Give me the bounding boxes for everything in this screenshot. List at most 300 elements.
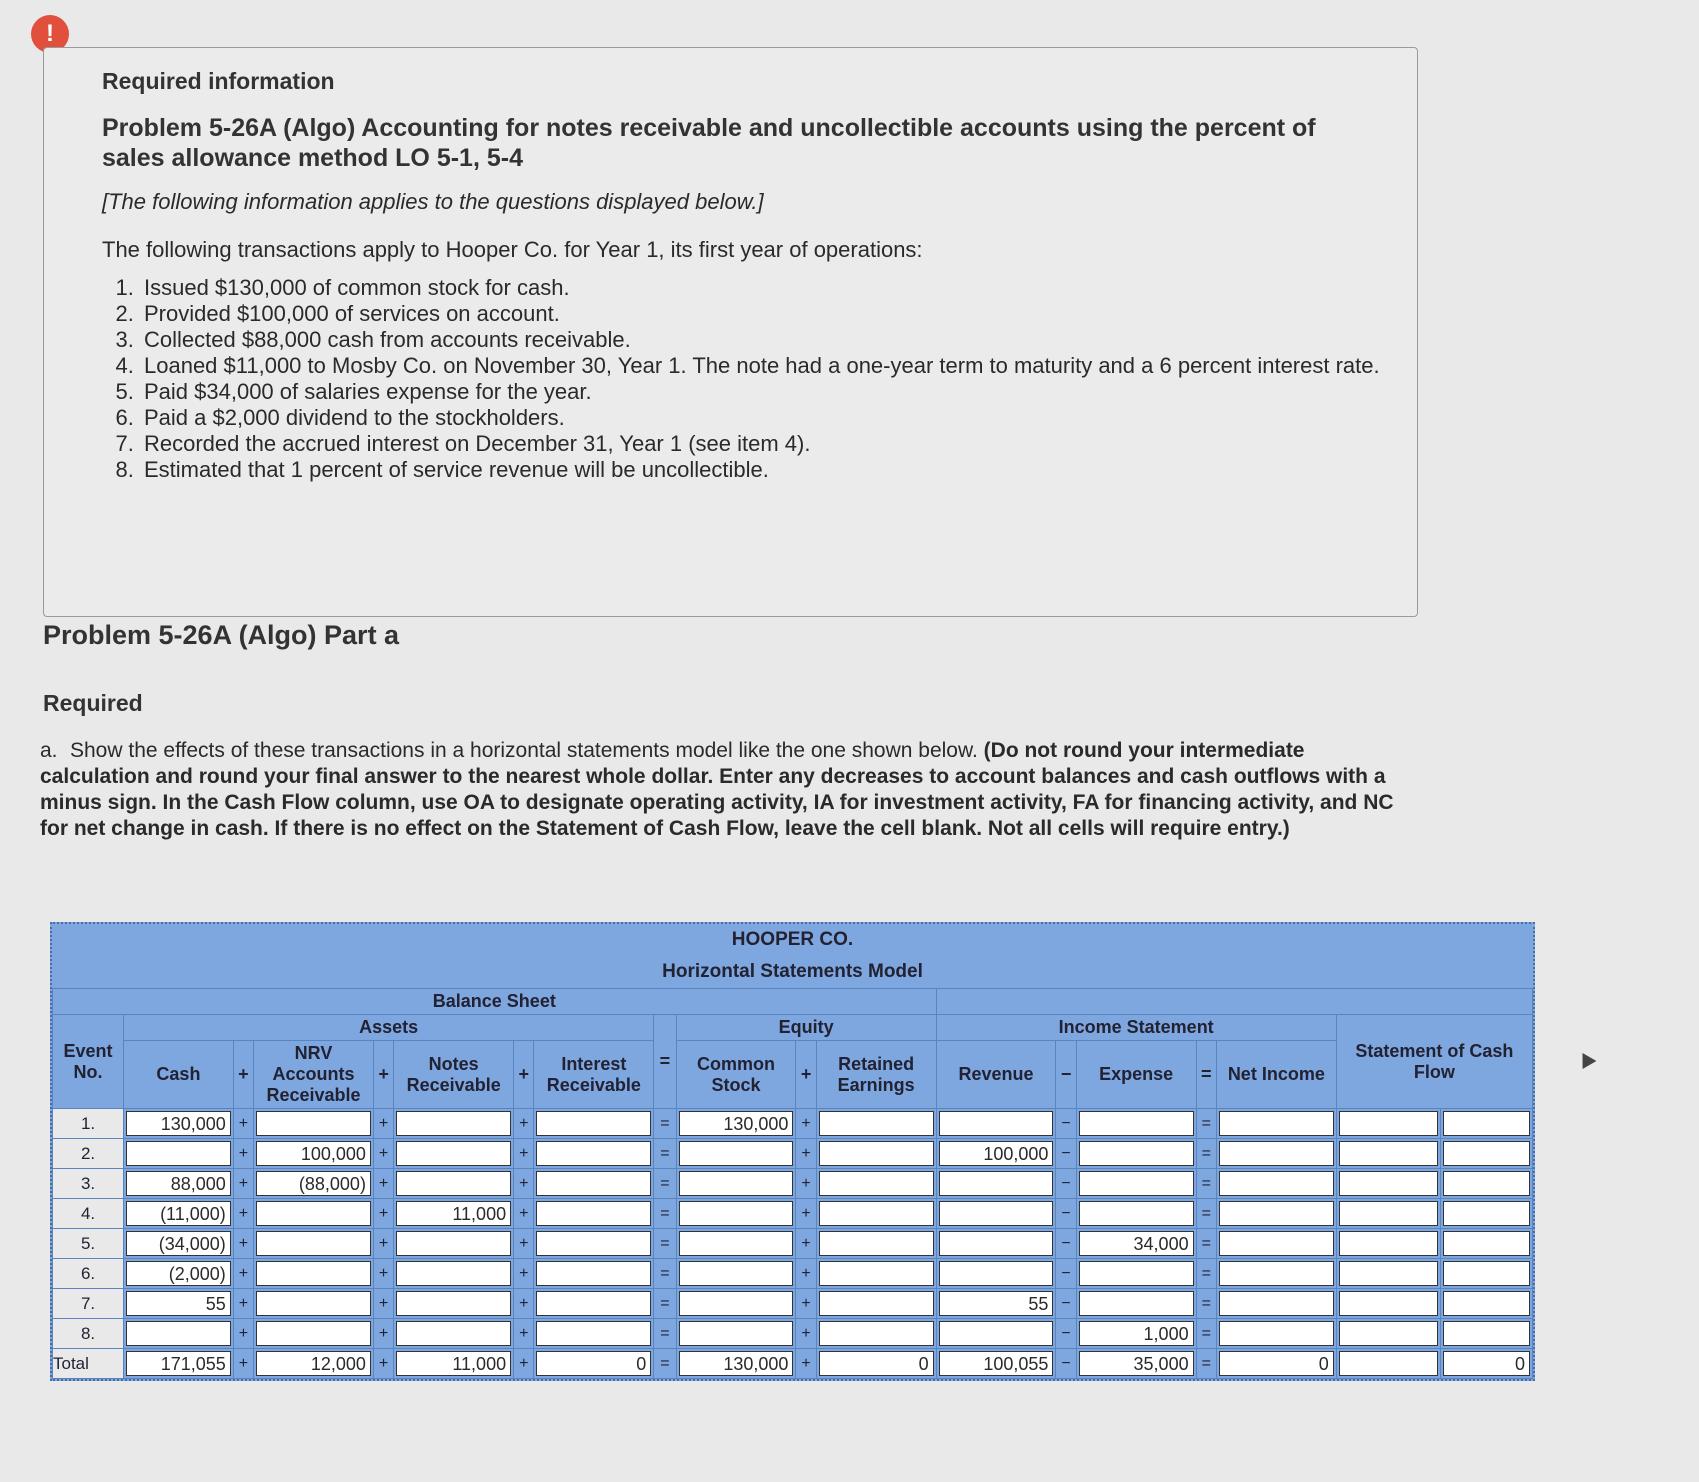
cf1-cell: [1336, 1319, 1441, 1349]
minus-op: −: [1056, 1319, 1076, 1349]
table-row: [53, 1169, 1533, 1199]
common-cell: [676, 1139, 796, 1169]
table-row: [53, 1349, 1533, 1379]
plus-op: +: [514, 1319, 534, 1349]
plus-op: +: [233, 1289, 253, 1319]
common-cell: [676, 1259, 796, 1289]
retained-cell: [816, 1139, 936, 1169]
plus-op: +: [514, 1349, 534, 1379]
table-row: [53, 1229, 1533, 1259]
company-name: HOOPER CO.: [731, 929, 854, 950]
interest-input[interactable]: [536, 1321, 651, 1346]
interest-input[interactable]: [536, 1291, 651, 1316]
nrv-input[interactable]: [256, 1111, 371, 1136]
equals-op: =: [654, 1319, 676, 1349]
required-label: Required: [43, 690, 143, 716]
interest-header: Interest Receivable: [534, 1041, 654, 1109]
cf2-input[interactable]: [1443, 1261, 1530, 1286]
cash-cell: [124, 1259, 234, 1289]
minus-op: −: [1056, 1229, 1076, 1259]
plus-op: +: [514, 1229, 534, 1259]
notes-cell: [394, 1169, 514, 1199]
cash-cell: [124, 1139, 234, 1169]
equals-op: =: [654, 1139, 676, 1169]
interest-cell: [534, 1169, 654, 1199]
plus-op: +: [373, 1229, 393, 1259]
common-cell: [676, 1199, 796, 1229]
nrv-input[interactable]: [256, 1201, 371, 1226]
equals-op: =: [654, 1259, 676, 1289]
plus-op: +: [233, 1041, 253, 1109]
transaction-item: 3. Collected $88,000 cash from accounts receivable.: [140, 327, 1382, 353]
net-income-input[interactable]: [1219, 1141, 1334, 1166]
interest-cell: [534, 1319, 654, 1349]
nrv-cell: [254, 1109, 374, 1139]
instruction-text: Show the effects of these transactions in a horizontal statements model like the one shown below.: [70, 739, 984, 762]
equals-op: =: [654, 1015, 676, 1109]
equals-op: =: [1196, 1349, 1216, 1379]
common-input[interactable]: [679, 1171, 794, 1196]
retained-input[interactable]: [819, 1321, 934, 1346]
plus-op: +: [373, 1319, 393, 1349]
revenue-cell: [936, 1199, 1056, 1229]
event-number: 1.: [53, 1109, 124, 1139]
cf1-cell: [1336, 1199, 1441, 1229]
interest-cell: [534, 1259, 654, 1289]
notes-input[interactable]: 11,000: [396, 1351, 511, 1376]
common-input[interactable]: 130,000: [679, 1351, 794, 1376]
interest-cell: [534, 1289, 654, 1319]
mouse-cursor-icon: [1576, 1049, 1597, 1069]
nrv-input[interactable]: [256, 1321, 371, 1346]
expense-cell: [1076, 1109, 1196, 1139]
expense-input[interactable]: 35,000: [1079, 1351, 1194, 1376]
common-input[interactable]: [679, 1231, 794, 1256]
minus-op: −: [1056, 1259, 1076, 1289]
retained-input[interactable]: [819, 1111, 934, 1136]
retained-input[interactable]: [819, 1261, 934, 1286]
nrv-input[interactable]: (88,000): [256, 1171, 371, 1196]
cf1-cell: [1336, 1229, 1441, 1259]
notes-input[interactable]: [396, 1231, 511, 1256]
plus-op: +: [373, 1139, 393, 1169]
common-cell: [676, 1349, 796, 1379]
plus-op: +: [796, 1229, 816, 1259]
net_income-cell: [1216, 1109, 1336, 1139]
common-input[interactable]: [679, 1201, 794, 1226]
cash-flow-header: Statement of Cash Flow: [1336, 1015, 1532, 1109]
table-row: [53, 1319, 1533, 1349]
cf2-input[interactable]: 0: [1443, 1351, 1530, 1376]
cf2-input[interactable]: [1443, 1111, 1530, 1136]
transaction-item: 7. Recorded the accrued interest on December 31, Year 1 (see item 4).: [140, 431, 1382, 457]
assets-header: Assets: [124, 1015, 654, 1041]
common-cell: [676, 1169, 796, 1199]
revenue-cell: [936, 1139, 1056, 1169]
net_income-cell: [1216, 1229, 1336, 1259]
cf2-input[interactable]: [1443, 1291, 1530, 1316]
cf2-cell: [1441, 1169, 1533, 1199]
retained-cell: [816, 1319, 936, 1349]
event-number: 3.: [53, 1169, 124, 1199]
equals-op: =: [1196, 1229, 1216, 1259]
net_income-cell: [1216, 1139, 1336, 1169]
cf2-input[interactable]: [1443, 1231, 1530, 1256]
equals-op: =: [654, 1199, 676, 1229]
nrv-cell: [254, 1139, 374, 1169]
interest-input[interactable]: [536, 1261, 651, 1286]
net-income-input[interactable]: 0: [1219, 1351, 1334, 1376]
revenue-input[interactable]: [939, 1171, 1054, 1196]
cf1-input[interactable]: [1339, 1291, 1439, 1316]
minus-op: −: [1056, 1289, 1076, 1319]
table-row: [53, 1259, 1533, 1289]
equals-op: =: [1196, 1041, 1216, 1109]
expense-input[interactable]: [1079, 1141, 1194, 1166]
plus-op: +: [514, 1259, 534, 1289]
event-number: 4.: [53, 1199, 124, 1229]
plus-op: +: [373, 1041, 393, 1109]
retained-cell: [816, 1259, 936, 1289]
net_income-cell: [1216, 1349, 1336, 1379]
interest-input[interactable]: [536, 1111, 651, 1136]
plus-op: +: [514, 1139, 534, 1169]
equals-op: =: [1196, 1319, 1216, 1349]
plus-op: +: [233, 1229, 253, 1259]
common-input[interactable]: [679, 1261, 794, 1286]
interest-input[interactable]: [536, 1141, 651, 1166]
revenue-cell: [936, 1109, 1056, 1139]
nrv-input[interactable]: 100,000: [256, 1141, 371, 1166]
revenue-header: Revenue: [936, 1041, 1056, 1109]
notes-input[interactable]: [396, 1111, 511, 1136]
equals-op: =: [1196, 1169, 1216, 1199]
info-note: [The following information applies to the questions displayed below.]: [102, 189, 764, 214]
retained-input[interactable]: [819, 1201, 934, 1226]
net-income-input[interactable]: [1219, 1111, 1334, 1136]
revenue-input[interactable]: 100,000: [939, 1141, 1054, 1166]
expense-input[interactable]: [1079, 1201, 1194, 1226]
net-income-input[interactable]: [1219, 1231, 1334, 1256]
transaction-item: 2. Provided $100,000 of services on account.: [140, 301, 1382, 327]
net-income-header: Net Income: [1216, 1041, 1336, 1109]
statements-table: [52, 988, 1533, 1379]
retained-input[interactable]: [819, 1291, 934, 1316]
cf1-input[interactable]: [1339, 1261, 1439, 1286]
part-title: Problem 5-26A (Algo) Part a: [43, 620, 400, 650]
common-input[interactable]: [679, 1321, 794, 1346]
event-number: Total: [53, 1349, 124, 1379]
event-number: 2.: [53, 1139, 124, 1169]
interest-input[interactable]: [536, 1201, 651, 1226]
cf1-input[interactable]: [1339, 1231, 1439, 1256]
interest-cell: [534, 1139, 654, 1169]
plus-op: +: [796, 1319, 816, 1349]
retained-input[interactable]: [819, 1231, 934, 1256]
equals-op: =: [1196, 1289, 1216, 1319]
expense-input[interactable]: [1079, 1111, 1194, 1136]
common-cell: [676, 1319, 796, 1349]
plus-op: +: [796, 1199, 816, 1229]
expense-header: Expense: [1076, 1041, 1196, 1109]
notes-input[interactable]: [396, 1171, 511, 1196]
nrv-cell: [254, 1169, 374, 1199]
plus-op: +: [233, 1169, 253, 1199]
revenue-input[interactable]: [939, 1231, 1054, 1256]
plus-op: +: [514, 1199, 534, 1229]
equals-op: =: [654, 1229, 676, 1259]
expense-cell: [1076, 1199, 1196, 1229]
cf2-cell: [1441, 1349, 1533, 1379]
table-row: [53, 1289, 1533, 1319]
cf1-cell: [1336, 1349, 1441, 1379]
common-cell: [676, 1289, 796, 1319]
revenue-input[interactable]: 100,055: [939, 1351, 1054, 1376]
expense-input[interactable]: [1079, 1171, 1194, 1196]
plus-op: +: [233, 1139, 253, 1169]
nrv-cell: [254, 1229, 374, 1259]
notes-input[interactable]: 11,000: [396, 1201, 511, 1226]
revenue-input[interactable]: [939, 1111, 1054, 1136]
equals-op: =: [1196, 1139, 1216, 1169]
common-cell: [676, 1109, 796, 1139]
alert-icon: !: [31, 15, 69, 53]
interest-cell: [534, 1109, 654, 1139]
net-income-input[interactable]: [1219, 1321, 1334, 1346]
cash-input[interactable]: 130,000: [126, 1111, 231, 1136]
nrv-cell: [254, 1199, 374, 1229]
cash-cell: [124, 1319, 234, 1349]
revenue-input[interactable]: [939, 1321, 1054, 1346]
retained-cell: [816, 1289, 936, 1319]
cf2-cell: [1441, 1229, 1533, 1259]
table-row: [53, 1199, 1533, 1229]
plus-op: +: [233, 1349, 253, 1379]
cf2-input[interactable]: [1443, 1321, 1530, 1346]
cf1-input[interactable]: [1339, 1201, 1439, 1226]
net_income-cell: [1216, 1289, 1336, 1319]
cash-input[interactable]: 171,055: [126, 1351, 231, 1376]
plus-op: +: [796, 1289, 816, 1319]
nrv-cell: [254, 1259, 374, 1289]
balance-sheet-header: Balance Sheet: [53, 989, 937, 1015]
retained-cell: [816, 1109, 936, 1139]
expense-input[interactable]: 1,000: [1079, 1321, 1194, 1346]
cash-input[interactable]: (2,000): [126, 1261, 231, 1286]
notes-cell: [394, 1319, 514, 1349]
net_income-cell: [1216, 1319, 1336, 1349]
instruction-bold-text: (Do not round your intermediate calculation and round your final answer to the nearest whole dollar. Enter any decreases to account balances and cash outflows with a minus sign. In the Cash Flow column, use OA to designate operating activity, IA for investment activity, FA for financing activity, and NC for net change in cash. If there is no effect on the Statement of Cash Flow, leave the cell blank. Not all cells will require entry.): [40, 739, 1394, 840]
blank-header: [936, 989, 1532, 1015]
common-input[interactable]: 130,000: [679, 1111, 794, 1136]
retained-earnings-header: Retained Earnings: [816, 1041, 936, 1109]
expense-input[interactable]: [1079, 1261, 1194, 1286]
plus-op: +: [233, 1319, 253, 1349]
notes-cell: [394, 1229, 514, 1259]
cash-input[interactable]: [126, 1141, 231, 1166]
equals-op: =: [1196, 1109, 1216, 1139]
interest-cell: [534, 1199, 654, 1229]
transaction-item: 4. Loaned $11,000 to Mosby Co. on November 30, Year 1. The note had a one-year term to maturity and a 6 percent interest rate.: [140, 353, 1382, 379]
minus-op: −: [1056, 1199, 1076, 1229]
cf1-cell: [1336, 1289, 1441, 1319]
notes-cell: [394, 1349, 514, 1379]
nrv-header: NRV Accounts Receivable: [254, 1041, 374, 1109]
plus-op: +: [796, 1109, 816, 1139]
revenue-input[interactable]: [939, 1201, 1054, 1226]
nrv-cell: [254, 1349, 374, 1379]
net-income-input[interactable]: [1219, 1201, 1334, 1226]
retained-input[interactable]: [819, 1141, 934, 1166]
cash-cell: [124, 1109, 234, 1139]
cash-cell: [124, 1289, 234, 1319]
cash-input[interactable]: 88,000: [126, 1171, 231, 1196]
net-income-input[interactable]: [1219, 1261, 1334, 1286]
notes-input[interactable]: [396, 1141, 511, 1166]
cf1-input[interactable]: [1339, 1351, 1439, 1376]
horizontal-statements-model: [50, 922, 1535, 1381]
net-income-input[interactable]: [1219, 1171, 1334, 1196]
retained-input[interactable]: 0: [819, 1351, 934, 1376]
retained-cell: [816, 1169, 936, 1199]
nrv-input[interactable]: 12,000: [256, 1351, 371, 1376]
required-information-heading: Required information: [102, 68, 335, 94]
retained-cell: [816, 1229, 936, 1259]
event-number: 6.: [53, 1259, 124, 1289]
plus-op: +: [796, 1041, 816, 1109]
cash-header: Cash: [124, 1041, 234, 1109]
cf1-input[interactable]: [1339, 1171, 1439, 1196]
common-input[interactable]: [679, 1141, 794, 1166]
plus-op: +: [514, 1109, 534, 1139]
event-number: 7.: [53, 1289, 124, 1319]
nrv-input[interactable]: [256, 1291, 371, 1316]
revenue-cell: [936, 1349, 1056, 1379]
nrv-cell: [254, 1319, 374, 1349]
minus-op: −: [1056, 1139, 1076, 1169]
cf2-input[interactable]: [1443, 1201, 1530, 1226]
equals-op: =: [654, 1109, 676, 1139]
cf1-input[interactable]: [1339, 1321, 1439, 1346]
cash-input[interactable]: (34,000): [126, 1231, 231, 1256]
plus-op: +: [373, 1349, 393, 1379]
net_income-cell: [1216, 1169, 1336, 1199]
cf1-input[interactable]: [1339, 1141, 1439, 1166]
notes-cell: [394, 1109, 514, 1139]
cf2-cell: [1441, 1259, 1533, 1289]
cash-input[interactable]: 55: [126, 1291, 231, 1316]
cf1-cell: [1336, 1169, 1441, 1199]
revenue-cell: [936, 1229, 1056, 1259]
net-income-input[interactable]: [1219, 1291, 1334, 1316]
expense-cell: [1076, 1319, 1196, 1349]
income-statement-header: Income Statement: [936, 1015, 1336, 1041]
cf1-cell: [1336, 1139, 1441, 1169]
cf2-cell: [1441, 1199, 1533, 1229]
notes-cell: [394, 1199, 514, 1229]
expense-cell: [1076, 1169, 1196, 1199]
interest-input[interactable]: [536, 1171, 651, 1196]
equals-op: =: [1196, 1199, 1216, 1229]
cash-cell: [124, 1199, 234, 1229]
expense-cell: [1076, 1349, 1196, 1379]
expense-cell: [1076, 1229, 1196, 1259]
plus-op: +: [796, 1169, 816, 1199]
plus-op: +: [796, 1259, 816, 1289]
cf1-input[interactable]: [1339, 1111, 1439, 1136]
interest-input[interactable]: 0: [536, 1351, 651, 1376]
cf1-cell: [1336, 1109, 1441, 1139]
problem-title: Problem 5-26A (Algo) Accounting for notes receivable and uncollectible accounts using the percent of sales allowance method LO 5-1, 5-4: [102, 114, 1316, 172]
retained-input[interactable]: [819, 1171, 934, 1196]
equals-op: =: [654, 1349, 676, 1379]
plus-op: +: [514, 1169, 534, 1199]
minus-op: −: [1056, 1169, 1076, 1199]
table-row: [53, 1139, 1533, 1169]
nrv-input[interactable]: [256, 1231, 371, 1256]
expense-input[interactable]: [1079, 1291, 1194, 1316]
minus-op: −: [1056, 1041, 1076, 1109]
notes-input[interactable]: [396, 1261, 511, 1286]
common-stock-header: Common Stock: [676, 1041, 796, 1109]
expense-cell: [1076, 1139, 1196, 1169]
revenue-input[interactable]: 55: [939, 1291, 1054, 1316]
cf2-cell: [1441, 1139, 1533, 1169]
plus-op: +: [373, 1169, 393, 1199]
cf2-input[interactable]: [1443, 1141, 1530, 1166]
notes-input[interactable]: [396, 1291, 511, 1316]
cash-input[interactable]: (11,000): [126, 1201, 231, 1226]
transaction-item: 6. Paid a $2,000 dividend to the stockholders.: [140, 405, 1382, 431]
interest-input[interactable]: [536, 1231, 651, 1256]
transaction-list: [102, 275, 1382, 483]
instruction-label: a.: [40, 739, 58, 762]
cf2-input[interactable]: [1443, 1171, 1530, 1196]
transaction-item: 8. Estimated that 1 percent of service revenue will be uncollectible.: [140, 457, 1382, 483]
instruction: [40, 738, 1400, 842]
cash-cell: [124, 1349, 234, 1379]
table-row: [53, 1109, 1533, 1139]
plus-op: +: [233, 1199, 253, 1229]
minus-op: −: [1056, 1349, 1076, 1379]
equals-op: =: [654, 1169, 676, 1199]
cash-input[interactable]: [126, 1321, 231, 1346]
plus-op: +: [233, 1109, 253, 1139]
info-intro: The following transactions apply to Hooper Co. for Year 1, its first year of operations:: [102, 237, 923, 262]
nrv-input[interactable]: [256, 1261, 371, 1286]
cf1-cell: [1336, 1259, 1441, 1289]
event-header: Event No.: [53, 1015, 124, 1109]
common-cell: [676, 1229, 796, 1259]
equals-op: =: [1196, 1259, 1216, 1289]
notes-cell: [394, 1289, 514, 1319]
notes-header: Notes Receivable: [394, 1041, 514, 1109]
event-number: 5.: [53, 1229, 124, 1259]
net_income-cell: [1216, 1259, 1336, 1289]
plus-op: +: [514, 1041, 534, 1109]
expense-input[interactable]: 34,000: [1079, 1231, 1194, 1256]
revenue-cell: [936, 1319, 1056, 1349]
plus-op: +: [373, 1289, 393, 1319]
model-title: Horizontal Statements Model: [662, 961, 923, 982]
interest-cell: [534, 1349, 654, 1379]
revenue-input[interactable]: [939, 1261, 1054, 1286]
retained-cell: [816, 1349, 936, 1379]
notes-input[interactable]: [396, 1321, 511, 1346]
cash-cell: [124, 1169, 234, 1199]
common-input[interactable]: [679, 1291, 794, 1316]
transaction-item: 5. Paid $34,000 of salaries expense for the year.: [140, 379, 1382, 405]
